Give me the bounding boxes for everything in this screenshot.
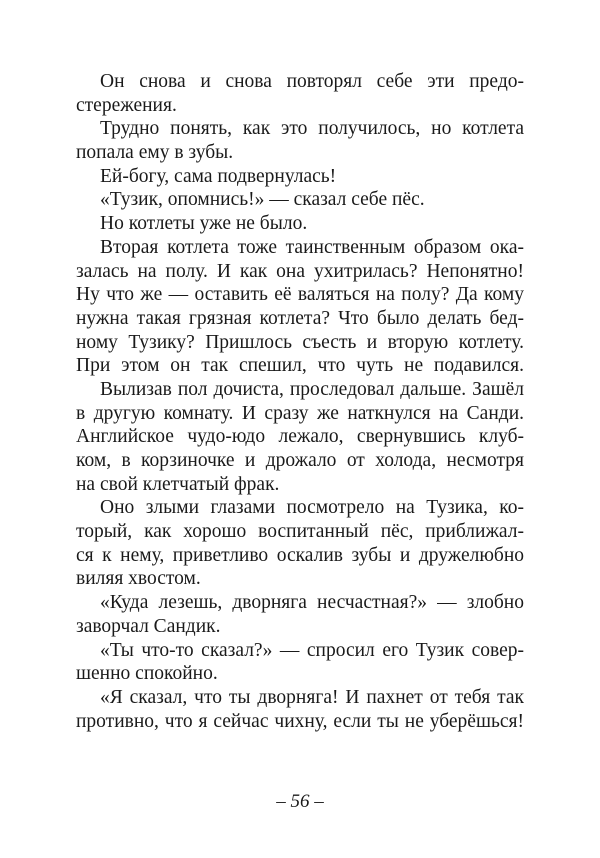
text-line: Английское чудо-юдо лежало, свернувшись клуб- [76, 426, 524, 448]
text-line: в другую комнату. И сразу же наткнулся на Санди. [76, 402, 524, 424]
paragraph [76, 236, 524, 378]
text-line: ся к нему, приветливо оскалив зубы и дружелюбно [76, 544, 524, 566]
page-body-text [76, 70, 524, 733]
paragraph [76, 591, 524, 638]
paragraph [76, 117, 524, 164]
text-line: торый, как хорошо воспитанный пёс, приближал- [76, 521, 524, 543]
paragraph [76, 378, 524, 496]
text-line: ному Тузику? Пришлось съесть и вторую котлету. [76, 331, 524, 353]
text-line: Он снова и снова повторял себе эти предо- [100, 71, 524, 92]
text-line: Вторая котлета тоже таинственным образом ока- [100, 236, 524, 258]
text-line: ком, в корзиночке и дрожало от холода, несмотря [76, 450, 524, 471]
text-line: противно, что я сейчас чихну, если ты не уберёшься! [76, 710, 524, 732]
text-line: Ну что же — оставить её валяться на полу? Да кому [76, 284, 524, 306]
paragraph [76, 188, 524, 212]
page-number: – 56 – [276, 791, 324, 812]
text-line: на свой клетчатый фрак. [76, 473, 280, 495]
text-line: «Ты что-то сказал?» — спросил его Тузик совер- [100, 639, 524, 661]
text-line: Вылизав пол дочиста, проследовал дальше. Зашёл [100, 378, 524, 400]
text-line: заворчал Сандик. [76, 615, 221, 637]
text-line: Но котлеты уже не было. [100, 213, 308, 235]
text-line: нужна такая грязная котлета? Что было делать бед- [76, 307, 524, 329]
paragraph [76, 212, 524, 236]
paragraph [76, 686, 524, 733]
text-line: «Тузик, опомнись!» — сказал себе пёс. [100, 189, 425, 211]
paragraph [76, 496, 524, 591]
text-line: виляя хвостом. [76, 568, 201, 590]
text-line: Трудно понять, как это получилось, но котлета [100, 118, 524, 140]
text-line: «Куда лезешь, дворняга несчастная?» — злобно [100, 592, 524, 614]
text-line: Ей-богу, сама подвернулась! [100, 165, 337, 187]
text-line: стережения. [76, 94, 177, 116]
paragraph [76, 639, 524, 686]
text-line: При этом он так спешил, что чуть не подавился. [76, 355, 524, 377]
text-line: шенно спокойно. [76, 663, 218, 685]
text-line: попала ему в зубы. [76, 142, 234, 164]
text-line: Оно злыми глазами посмотрело на Тузика, ко- [100, 497, 524, 519]
paragraph [76, 70, 524, 117]
text-line: залась на полу. И как она ухитрилась? Непонятно! [76, 260, 524, 282]
text-line: «Я сказал, что ты дворняга! И пахнет от тебя так [100, 686, 524, 708]
paragraph [76, 165, 524, 189]
